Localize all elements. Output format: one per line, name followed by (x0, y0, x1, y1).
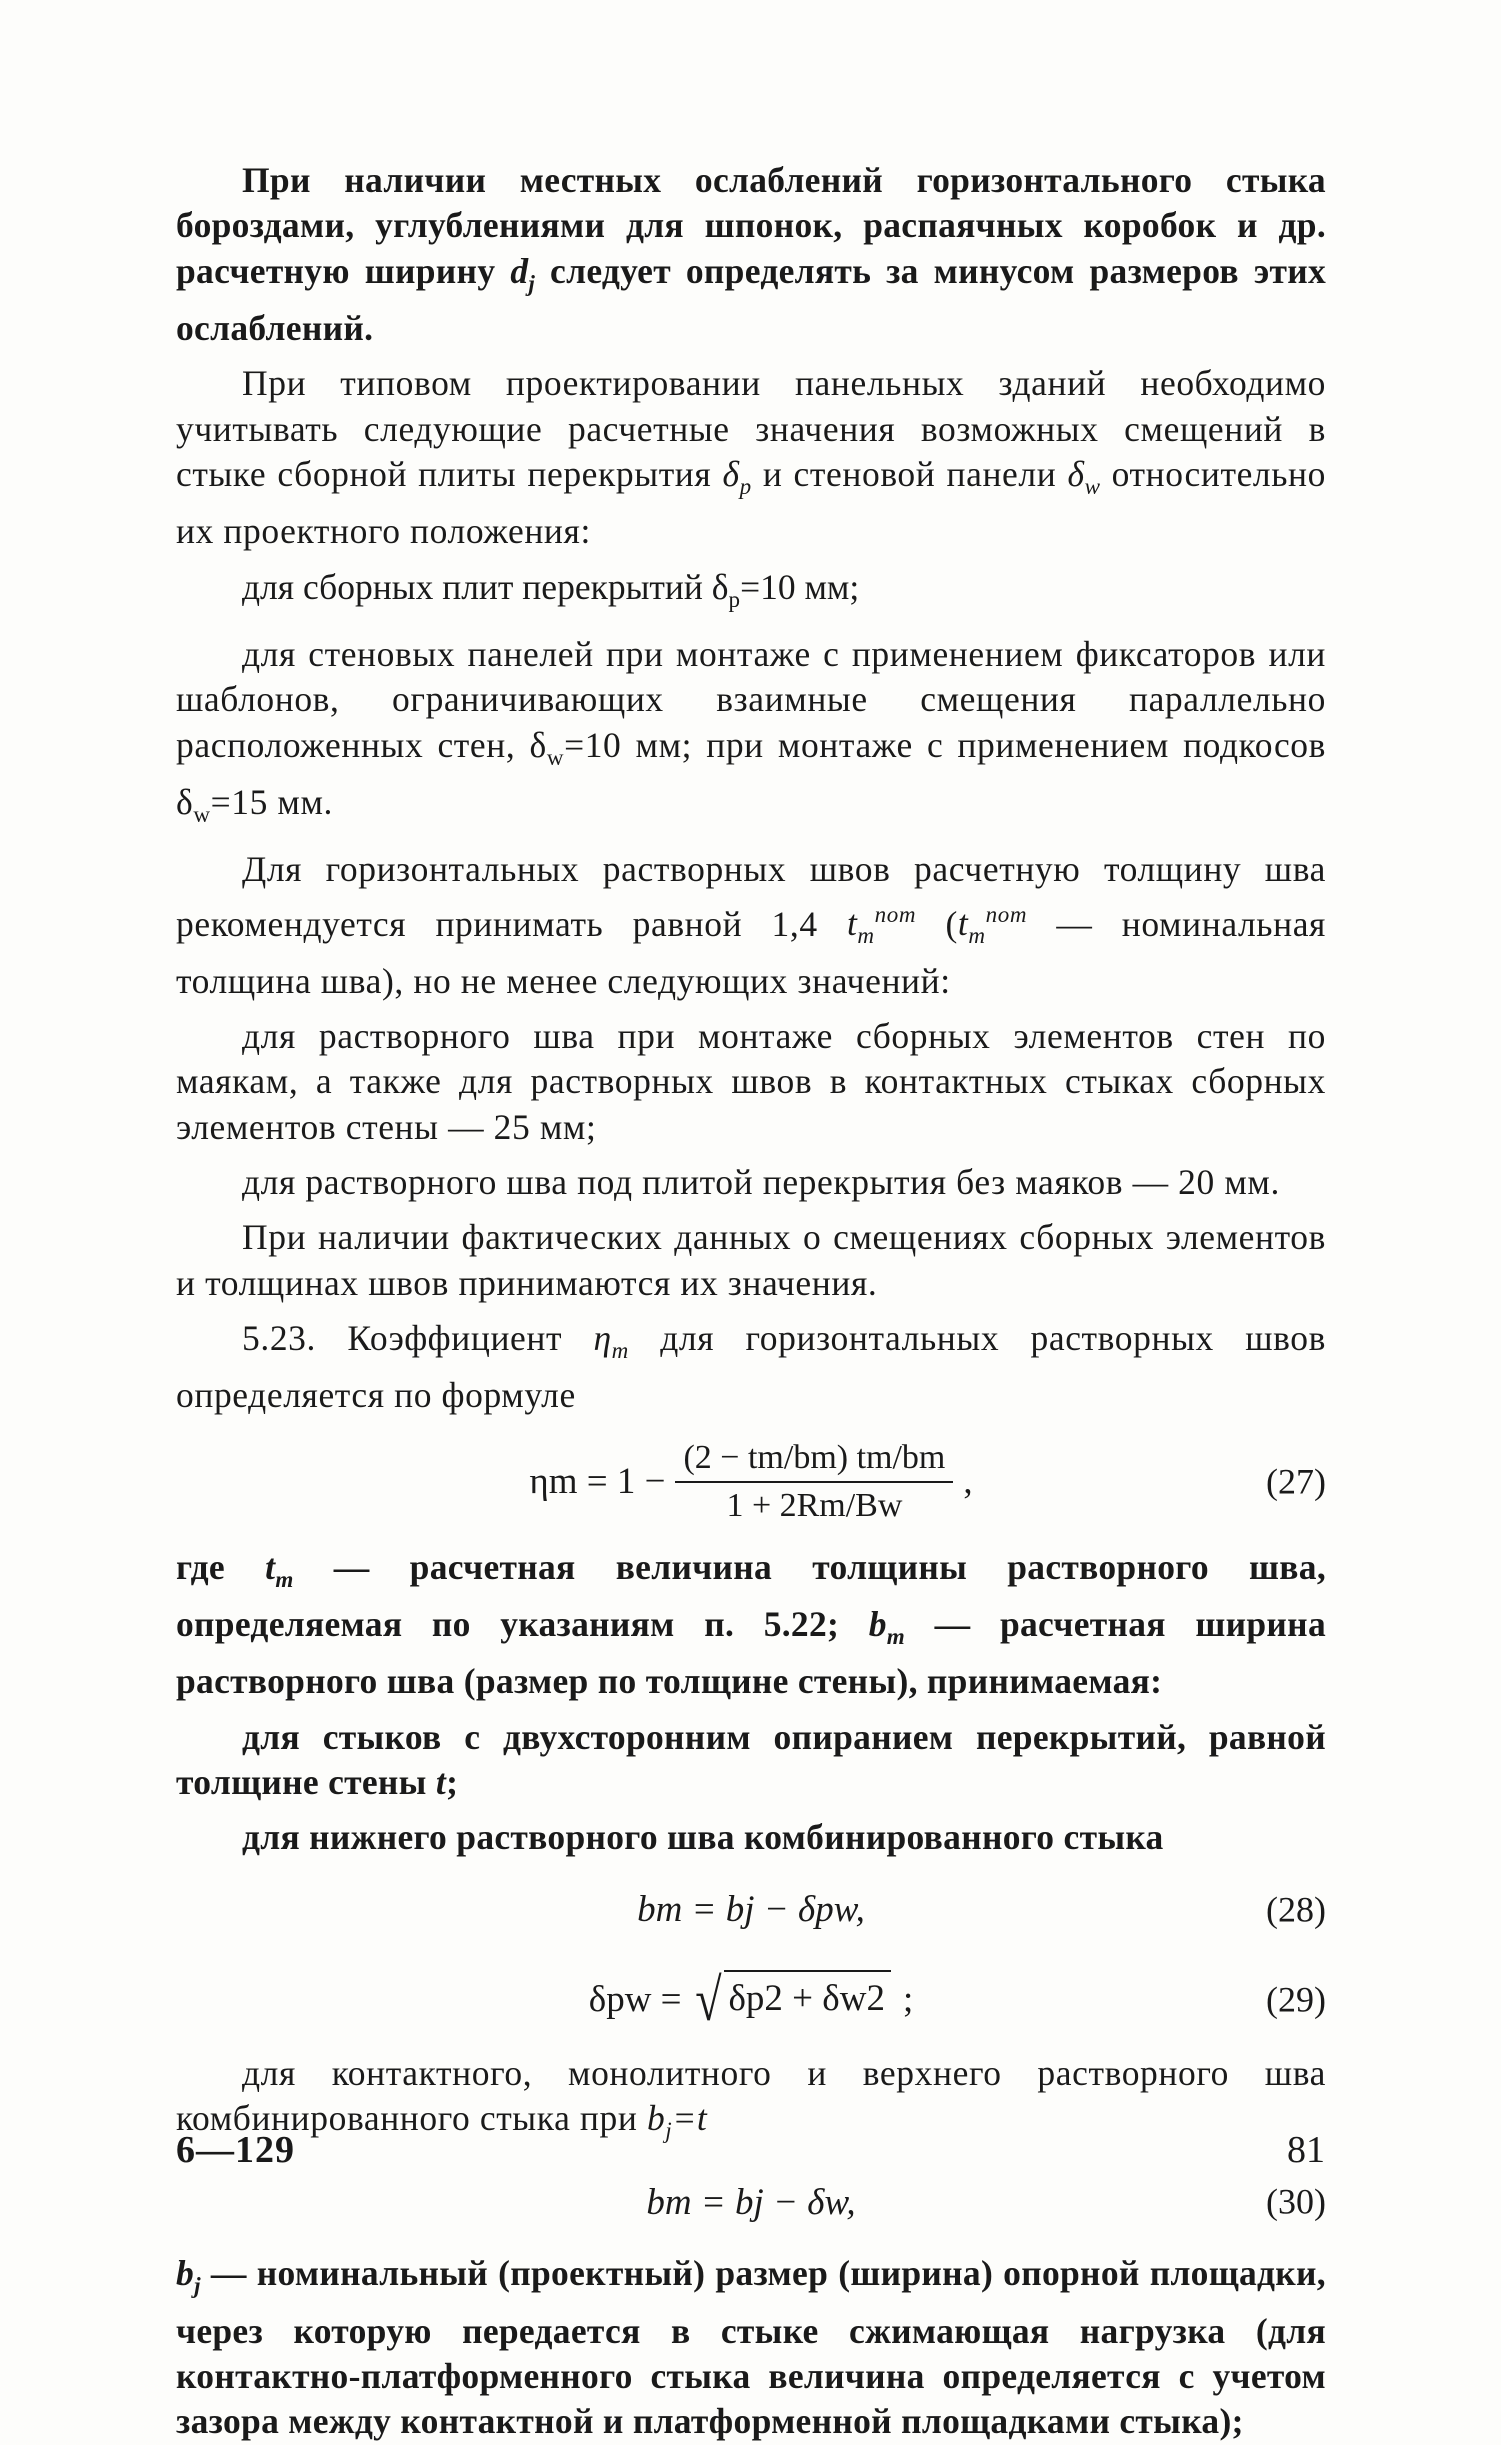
formula-29-radicand: δp2 + δw2 (724, 1970, 890, 2030)
formula-27-tail: , (963, 1460, 973, 1502)
paragraph-1: При наличии местных ослаблений горизонтального стыка бороздами, углублениями для шпонок, распаячных коробок и др. расчетную ширину $d_j$ следует определять за минусом размеров этих ослаблений. (176, 160, 1326, 348)
paragraph-2: При типовом проектировании панельных зданий необходимо учитывать следующие расчетные значения возможных смещений в стыке сборной плиты перекрытия $\delta_p$ и стеновой панели $\delta_w$ относительно их проектного положения: (176, 363, 1326, 552)
formula-30 (176, 2161, 1326, 2243)
formula-29 (176, 1959, 1326, 2041)
equation-number-28: (28) (1266, 1888, 1326, 1929)
formula-27 (176, 1423, 1326, 1541)
page-footer (176, 2128, 1325, 2172)
paragraph-13: для контактного, монолитного и верхнего растворного шва комбинированного стыка при $b_j=t$ (176, 2052, 1326, 2143)
formula-27-denominator: 1 + 2Rm/Bw (726, 1486, 903, 1524)
paragraph-9: 5.23. Коэффициент $\eta_m$ для горизонтальных растворных швов определяется по формуле (176, 1317, 1326, 1416)
formula-28-text: bm = bj − δpw, (637, 1888, 865, 1930)
formula-28 (176, 1869, 1326, 1951)
paragraph-14: $b_j$ — номинальный (проектный) размер (ширина) опорной площадки, через которую передается в стыке сжимающая нагрузка (для контактно-платформенного стыка величина определяется с учетом зазора между контактной и платформенной площадками стыка); (176, 2253, 1326, 2442)
formula-27-numerator: (2 − tm/bm) tm/bm (675, 1437, 953, 1483)
formula-27-lhs: ηm = 1 − (529, 1460, 666, 1502)
paragraph-11: для стыков с двухсторонним опиранием перекрытий, равной толщине стены t; (176, 1716, 1326, 1802)
paragraph-5: Для горизонтальных растворных швов расчетную толщину шва рекомендуется принимать равной 1,4 $t_m^{nom}$ ($t_m^{nom}$ — номинальная толщина шва), но не менее следующих значений: (176, 849, 1326, 1001)
formula-29-lhs: δpw = (588, 1978, 682, 2020)
paragraph-8: При наличии фактических данных о смещениях сборных элементов и толщинах швов принимаются их значения. (176, 1217, 1326, 1303)
equation-number-30: (30) (1266, 2181, 1326, 2222)
formula-30-text: bm = bj − δw, (646, 2181, 856, 2223)
formula-29-tail: ; (902, 1978, 914, 2020)
paragraph-4: для стеновых панелей при монтаже с применением фиксаторов или шаблонов, ограничивающих взаимные смещения параллельно расположенных стен, $\delta_w=10$ мм; при монтаже с применением подкосов $\delta_w=15$ мм. (176, 633, 1327, 828)
page-body (176, 158, 1326, 2445)
equation-number-29: (29) (1266, 1978, 1326, 2019)
formula-27-fraction (675, 1437, 953, 1527)
paragraph-12: для нижнего растворного шва комбинированного стыка (242, 1817, 1164, 1858)
signature-mark: 6—129 (176, 2129, 295, 2171)
page-number: 81 (1287, 2129, 1325, 2171)
square-root (692, 1966, 891, 2033)
paragraph-7: для растворного шва под плитой перекрытия без маяков — 20 мм. (242, 1162, 1280, 1203)
paragraph-6: для растворного шва при монтаже сборных элементов стен по маякам, а также для растворных швов в контактных стыках сборных элементов стены — 25 мм; (176, 1016, 1326, 1147)
equation-number-27: (27) (1266, 1460, 1326, 1501)
paragraph-3: для сборных плит перекрытий $\delta_p=10$ мм; (242, 566, 860, 612)
radical-sign-icon: √ (694, 1966, 722, 2033)
paragraph-10: где $t_m$ — расчетная величина толщины растворного шва, определяемая по указаниям п. 5.22; $b_m$ — расчетная ширина растворного шва (размер по толщине стены), принимаемая: (176, 1546, 1326, 1702)
